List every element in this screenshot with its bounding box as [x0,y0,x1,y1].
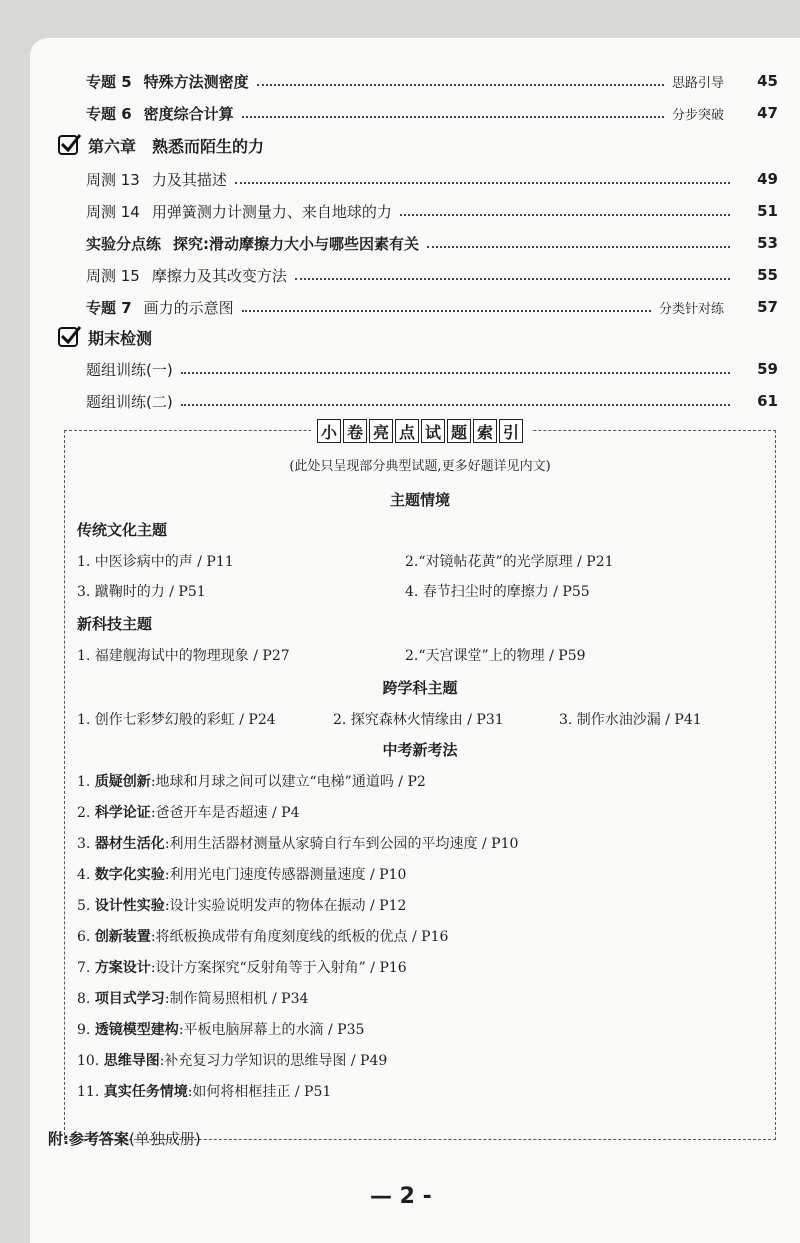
chapter-title: 熟悉而陌生的力 [152,136,265,156]
index-title-char: 点 [395,419,419,443]
list-item[interactable]: 2. 科学论证:爸爸开车是否超速 / P4 [77,805,300,821]
toc-page: 53 [757,234,778,252]
index-title-char: 引 [499,419,523,443]
list-item[interactable]: 2.“天宫课堂”上的物理 / P59 [405,648,586,664]
highlight-index-box [64,422,776,1140]
answer-note: 附:参考答案(单独成册) [48,1130,201,1148]
toc-tag: 实验分点练 [86,234,162,253]
toc-title: 特殊方法测密度 [143,72,249,91]
index-note: (此处只呈现部分典型试题,更多好题详见内文) [289,459,551,474]
toc-title: 画力的示意图 [143,298,234,317]
leader-dots [400,212,730,216]
chapter-heading[interactable] [58,322,152,352]
list-item[interactable]: 8. 项目式学习:制作简易照相机 / P34 [77,991,309,1007]
toc-row[interactable] [86,260,778,290]
toc-title: 题组训练(一) [86,360,173,379]
toc-page: 51 [757,202,778,220]
item-label: 真实任务情境 [103,1084,188,1100]
toc-page: 47 [757,104,778,122]
toc-title: 密度综合计算 [143,104,234,123]
section-title: 跨学科主题 [382,679,458,697]
index-title [311,419,531,445]
toc-title: 题组训练(二) [86,392,173,411]
item-label: 方案设计 [94,960,151,976]
toc-row[interactable] [86,292,778,322]
list-item[interactable]: 2.“对镜帖花黄”的光学原理 / P21 [405,554,614,570]
leader-dots [181,402,730,406]
list-item[interactable]: 11. 真实任务情境:如何将相框挂正 / P51 [77,1084,332,1100]
toc-row[interactable] [86,386,778,416]
page-number: — 2 - [370,1184,432,1209]
list-item[interactable]: 6. 创新装置:将纸板换成带有角度刻度线的纸板的优点 / P16 [77,929,449,945]
item-label: 思维导图 [103,1053,160,1069]
toc-page: 49 [757,170,778,188]
item-label: 科学论证 [94,805,151,821]
toc-hint: 思路引导 [671,75,724,91]
list-item[interactable]: 9. 透镜模型建构:平板电脑屏幕上的水滴 / P35 [77,1022,365,1038]
toc-tag: 专题 7 [86,298,132,317]
list-item[interactable]: 4. 春节扫尘时的摩擦力 / P55 [405,584,590,600]
leader-dots [427,244,730,248]
toc-page: 61 [757,392,778,410]
chapter-title: 期末检测 [88,328,153,348]
toc-tag: 周测 15 [86,266,140,285]
item-label: 质疑创新 [94,774,151,790]
section-title: 主题情境 [389,491,450,509]
list-item[interactable]: 1. 质疑创新:地球和月球之间可以建立“电梯”通道吗 / P2 [77,774,426,790]
list-item[interactable]: 1. 创作七彩梦幻般的彩虹 / P24 [77,712,276,728]
toc-tag: 专题 5 [86,72,132,91]
toc-row[interactable] [86,66,778,96]
toc-row[interactable] [86,164,778,194]
leader-dots [242,308,651,312]
list-item[interactable]: 3. 蹴鞠时的力 / P51 [77,584,206,600]
index-title-char: 试 [421,419,445,443]
index-title-char: 题 [447,419,471,443]
toc-page: 59 [757,360,778,378]
section-title: 中考新考法 [382,741,458,759]
item-label: 创新装置 [94,929,151,945]
item-label: 器材生活化 [94,836,165,852]
chapter-number: 第六章 [88,136,137,156]
toc-tag: 专题 6 [86,104,132,123]
toc-hint: 分类针对练 [658,301,724,317]
toc-title: 摩擦力及其改变方法 [151,266,287,285]
leader-dots [242,114,664,118]
item-label: 透镜模型建构 [94,1022,179,1038]
toc-row[interactable] [86,228,778,258]
checkmark-icon [58,327,78,347]
item-label: 项目式学习 [94,991,165,1007]
list-item[interactable]: 1. 福建舰海试中的物理现象 / P27 [77,648,290,664]
toc-title: 力及其描述 [151,170,227,189]
checkmark-icon [58,135,78,155]
list-item[interactable]: 3. 制作水油沙漏 / P41 [559,712,702,728]
leader-dots [181,370,730,374]
page [30,38,800,1243]
leader-dots [257,82,664,86]
chapter-heading[interactable] [58,130,264,160]
leader-dots [295,276,730,280]
category-title: 新科技主题 [77,615,153,633]
toc-page: 45 [757,72,778,90]
index-title-char: 卷 [343,419,367,443]
toc-row[interactable] [86,196,778,226]
list-item[interactable]: 10. 思维导图:补充复习力学知识的思维导图 / P49 [77,1053,388,1069]
toc-title: 探究:滑动摩擦力大小与哪些因素有关 [173,234,420,253]
toc-row[interactable] [86,354,778,384]
toc-page: 57 [757,298,778,316]
list-item[interactable]: 7. 方案设计:设计方案探究“反射角等于入射角” / P16 [77,960,407,976]
leader-dots [235,180,730,184]
item-label: 设计性实验 [94,898,165,914]
toc-row[interactable] [86,98,778,128]
toc-tag: 周测 13 [86,170,140,189]
index-title-char: 索 [473,419,497,443]
list-item[interactable]: 3. 器材生活化:利用生活器材测量从家骑自行车到公园的平均速度 / P10 [77,836,519,852]
list-item[interactable]: 4. 数字化实验:利用光电门速度传感器测量速度 / P10 [77,867,407,883]
list-item[interactable]: 1. 中医诊病中的声 / P11 [77,554,234,570]
item-label: 数字化实验 [94,867,165,883]
toc-tag: 周测 14 [86,202,140,221]
index-title-char: 小 [317,419,341,443]
index-title-char: 亮 [369,419,393,443]
toc-hint: 分步突破 [671,107,724,123]
toc-title: 用弹簧测力计测量力、来自地球的力 [151,202,392,221]
list-item[interactable]: 2. 探究森林火情缘由 / P31 [333,712,504,728]
list-item[interactable]: 5. 设计性实验:设计实验说明发声的物体在振动 / P12 [77,898,407,914]
category-title: 传统文化主题 [77,521,168,539]
toc-page: 55 [757,266,778,284]
